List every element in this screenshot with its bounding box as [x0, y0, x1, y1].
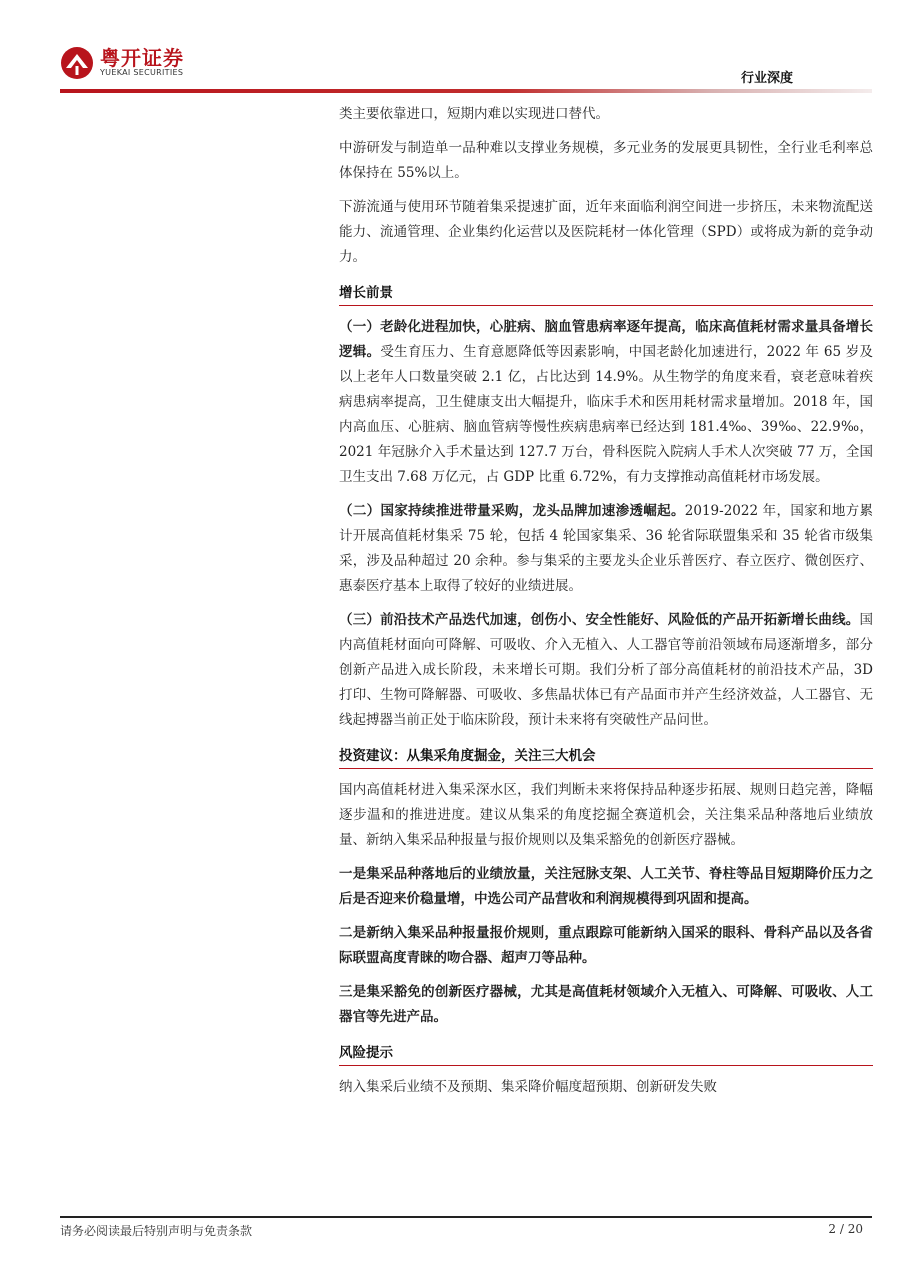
intro-paragraph-3: 下游流通与使用环节随着集采提速扩面，近年来面临利润空间进一步挤压，未来物流配送能力、流通管理、企业集约化运营以及医院耗材一体化管理（SPD）或将成为新的竞争动力。 — [339, 199, 873, 265]
main-content — [339, 102, 873, 1109]
risk-text: 纳入集采后业绩不及预期、集采降价幅度超预期、创新研发失败 — [339, 1079, 717, 1095]
section-heading-investment — [339, 742, 873, 769]
footer-disclaimer: 请务必阅读最后特别声明与免责条款 — [60, 1224, 253, 1238]
company-logo — [60, 46, 184, 80]
investment-point-2-text: 二是新纳入集采品种报量报价规则，重点跟踪可能新纳入国采的眼科、骨科产品以及各省际联盟高度青睐的吻合器、超声刀等品种。 — [339, 925, 873, 966]
growth-item-2-body: 2019-2022 年，国家和地方累计开展高值耗材集采 75 轮，包括 4 轮国家集采、36 轮省际联盟集采和 35 轮省市级集采，涉及品种超过 20 余种。参与集采的主要龙头企业乐普医疗、春立医疗、微创医疗、惠泰医疗基本上取得了较好的业绩进展。 — [339, 503, 873, 594]
investment-point-3 — [339, 980, 873, 1030]
header-divider — [60, 89, 872, 93]
investment-point-3-text: 三是集采豁免的创新医疗器械，尤其是高值耗材领域介入无植入、可降解、可吸收、人工器官等先进产品。 — [339, 984, 873, 1025]
section-title: 增长前景 — [339, 285, 393, 301]
growth-item-3-lead: （三）前沿技术产品迭代加速，创伤小、安全性能好、风险低的产品开拓新增长曲线。 — [339, 612, 860, 628]
yuekai-logo-icon — [60, 46, 94, 80]
investment-point-1-text: 一是集采品种落地后的业绩放量，关注冠脉支架、人工关节、脊柱等品目短期降价压力之后是否迎来价稳量增，中选公司产品营收和利润规模得到巩固和提高。 — [339, 866, 873, 907]
footer-divider — [60, 1216, 872, 1218]
document-type: 行业深度 — [740, 71, 793, 86]
logo-english-name: YUEKAI SECURITIES — [100, 68, 184, 77]
growth-item-2 — [339, 499, 873, 599]
section-title: 风险提示 — [339, 1045, 393, 1061]
page-number: 2 / 20 — [828, 1222, 863, 1236]
growth-item-1-body: 受生育压力、生育意愿降低等因素影响，中国老龄化加速进行，2022 年 65 岁及以上老年人口数量突破 2.1 亿，占比达到 14.9%。从生物学的角度来看，衰老意味着疾病患病率提高，卫生健康支出大幅提升，临床手术和医用耗材需求量增加。2018 年，国内高血压、心脏病、脑血管病等慢性疾病患病率已经达到 181.4‰、39‰、22.9‰，2021 年冠脉介入手术量达到 127.7 万台，骨科医院入院病人手术人次突破 77 万，全国卫生支出 7.68 万亿元，占 GDP 比重 6.72%，有力支撑推动高值耗材市场发展。 — [339, 344, 873, 485]
growth-item-3 — [339, 608, 873, 733]
intro-paragraph-1: 类主要依靠进口，短期内难以实现进口替代。 — [339, 106, 609, 122]
intro-paragraph-2: 中游研发与制造单一品种难以支撑业务规模，多元业务的发展更具韧性，全行业毛利率总体保持在 55%以上。 — [339, 140, 873, 181]
section-title: 投资建议：从集采角度掘金，关注三大机会 — [339, 748, 596, 764]
investment-point-1 — [339, 862, 873, 912]
growth-item-1 — [339, 315, 873, 490]
section-heading-growth — [339, 279, 873, 306]
growth-item-3-body: 国内高值耗材面向可降解、可吸收、介入无植入、人工器官等前沿领域布局逐渐增多，部分创新产品进入成长阶段，未来增长可期。我们分析了部分高值耗材的前沿技术产品，3D 打印、生物可降解器、可吸收、多焦晶状体已有产品面市并产生经济效益，人工器官、无线起搏器当前正处于临床阶段，预计未来将有突破性产品问世。 — [339, 612, 873, 728]
page-header — [0, 0, 905, 100]
investment-point-2 — [339, 921, 873, 971]
section-heading-risk — [339, 1039, 873, 1066]
logo-chinese-name: 粤开证券 — [100, 46, 184, 70]
growth-item-2-lead: （二）国家持续推进带量采购，龙头品牌加速渗透崛起。 — [339, 503, 685, 519]
growth-item-1-lead: （一）老龄化进程加快，心脏病、脑血管患病率逐年提高，临床高值耗材需求量具备增长逻辑。 — [339, 319, 873, 360]
investment-intro: 国内高值耗材进入集采深水区，我们判断未来将保持品种逐步拓展、规则日趋完善，降幅逐步温和的推进进度。建议从集采的角度挖掘全赛道机会，关注集采品种落地后业绩放量、新纳入集采品种报量与报价规则以及集采豁免的创新医疗器械。 — [339, 782, 873, 848]
